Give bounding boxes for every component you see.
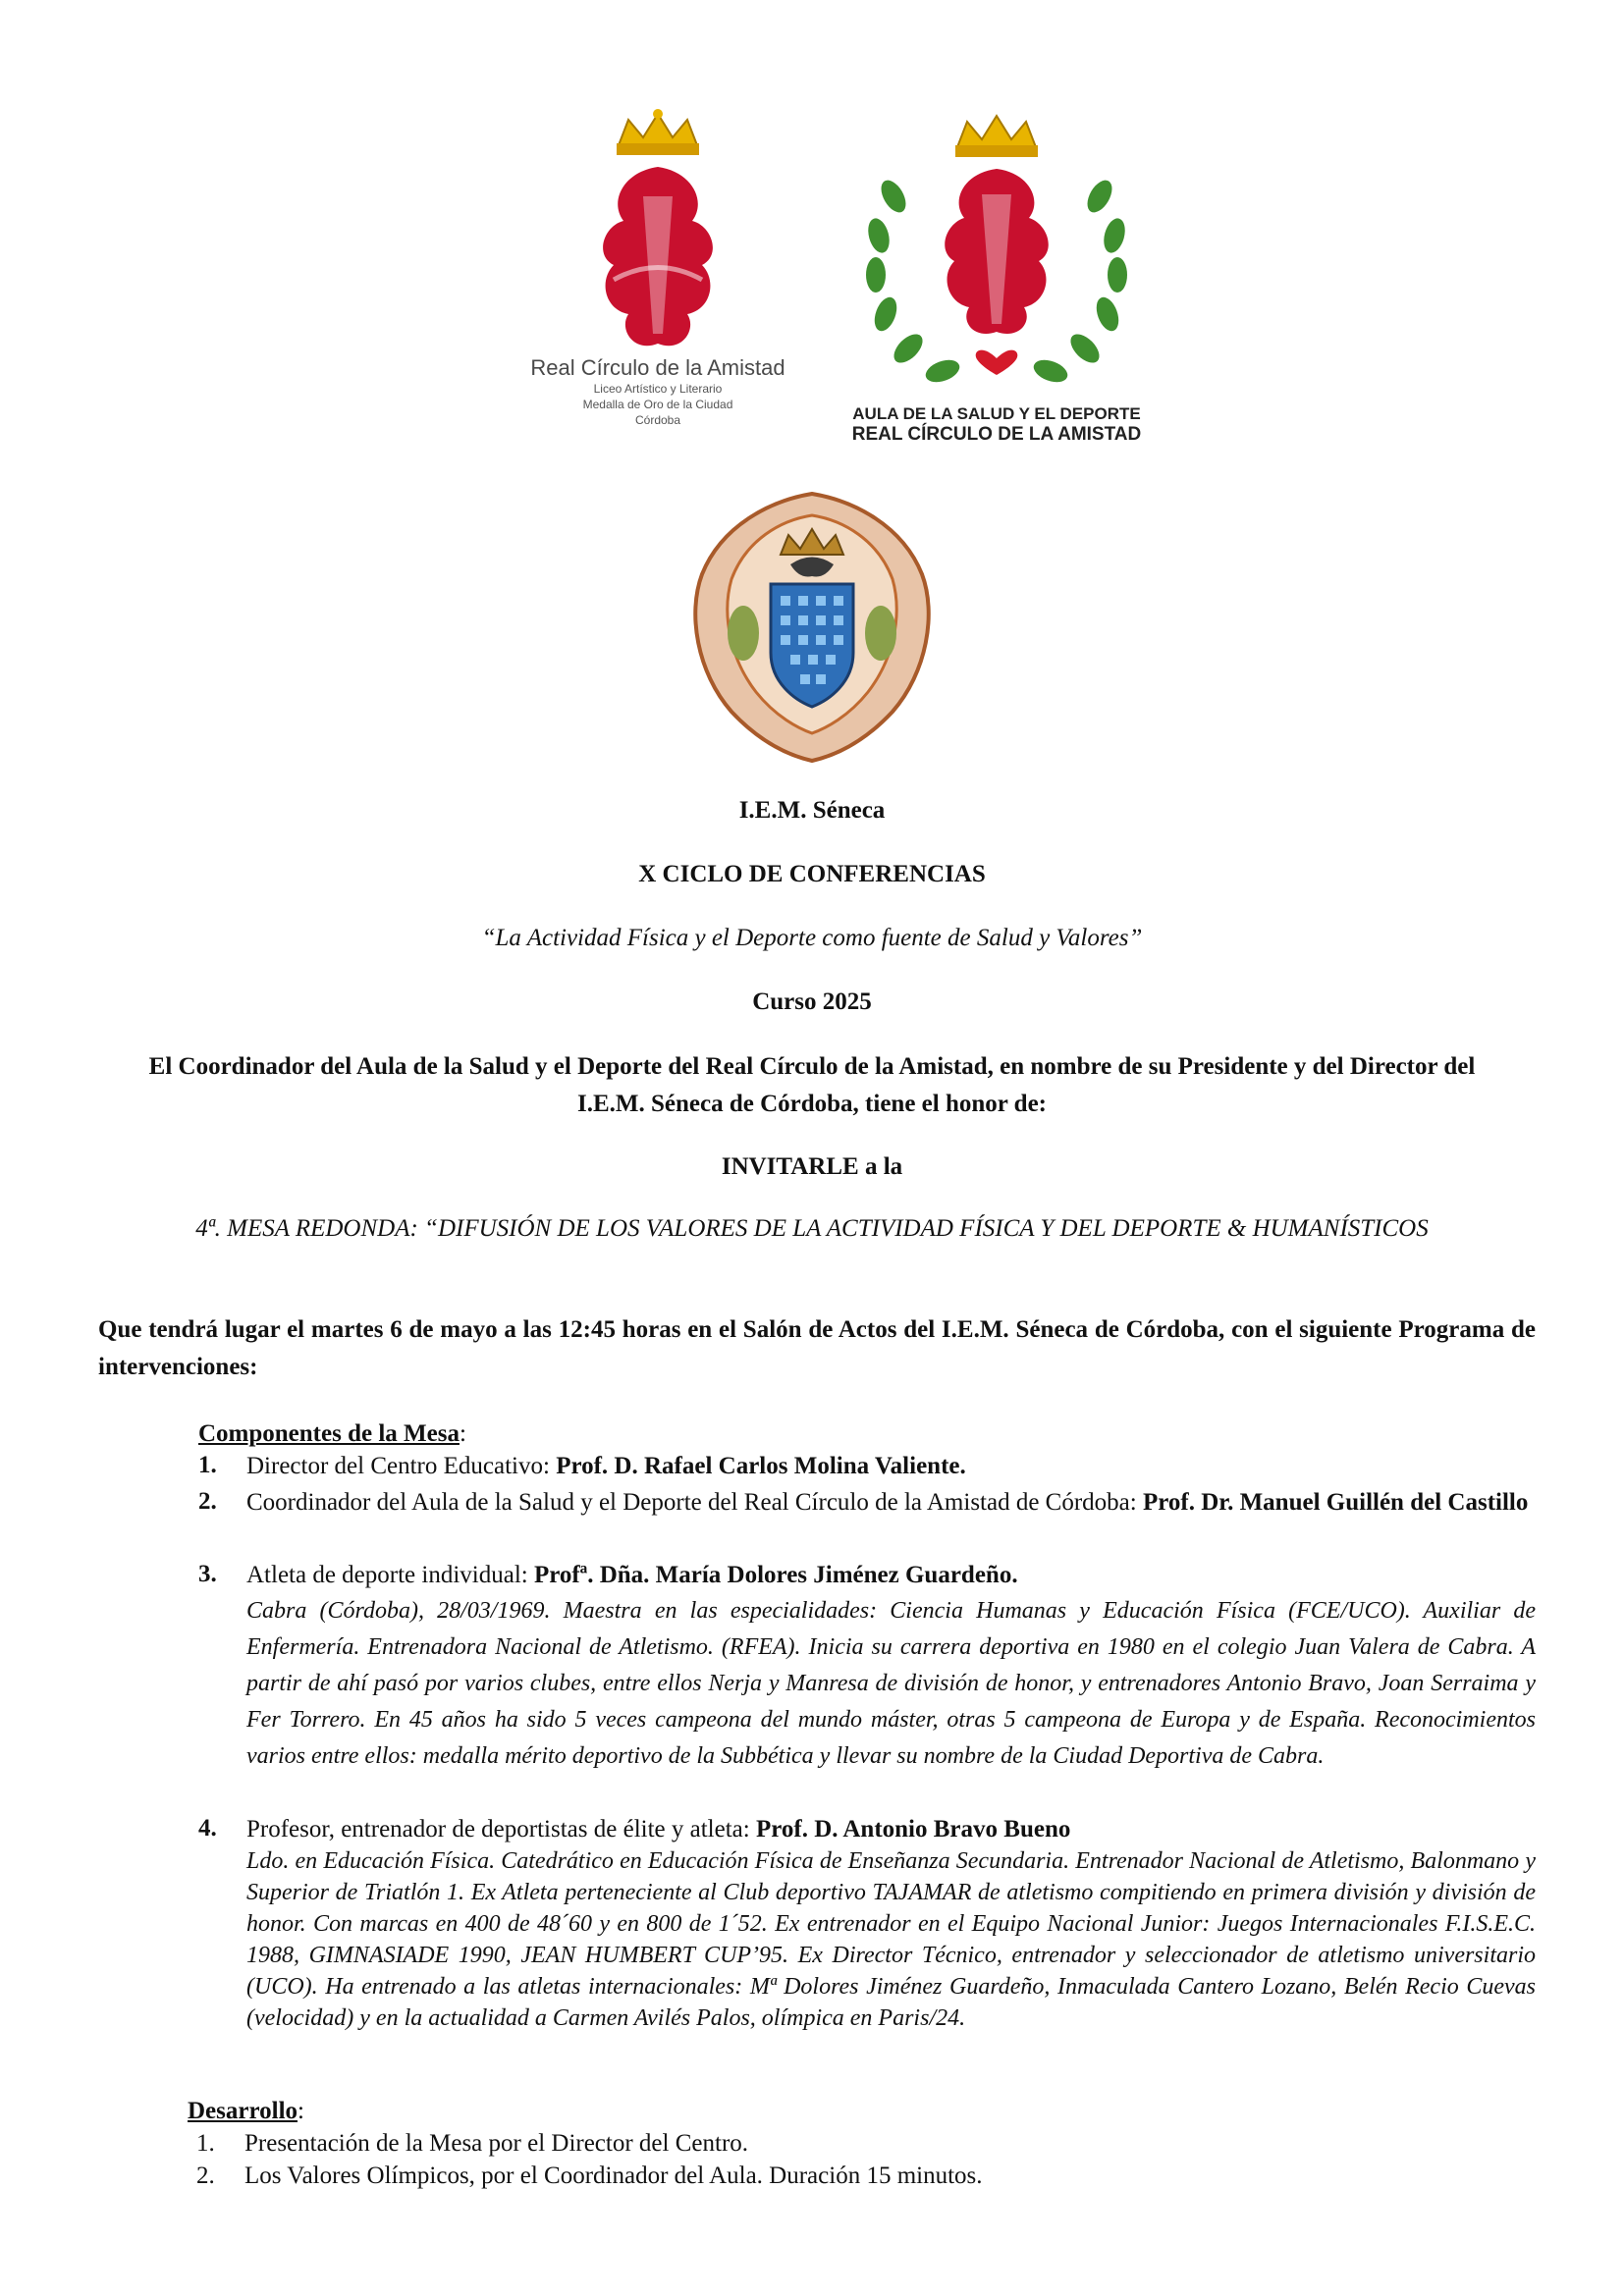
round-table-title: 4ª. MESA REDONDA: “DIFUSIÓN DE LOS VALORES DE LA ACTIVIDAD FÍSICA Y DEL DEPORTE & HUMANÍSTICOS [195, 1215, 1429, 1242]
component-role: Coordinador del Aula de la Salud y el Deporte del Real Círculo de la Amistad de Córdoba: [246, 1489, 1143, 1516]
caption-line: AULA DE LA SALUD Y EL DEPORTE [852, 404, 1141, 423]
component-role: Profesor, entrenador de deportistas de élite y atleta: [246, 1816, 756, 1842]
components-heading-wrap [198, 1415, 787, 1452]
component-role: Director del Centro Educativo: [246, 1453, 557, 1479]
school-name: I.E.M. Séneca [738, 797, 886, 824]
component-role: Atleta de deporte individual: [246, 1562, 534, 1588]
component-4-bio: Ldo. en Educación Física. Catedrático en Educación Física de Enseñanza Secundaria. Entrenador Nacional de Atletismo, Balonmano y Superior de Triatlón 1. Ex Atleta perteneciente al Club deportivo TAJAMAR de atletismo compitiendo en primera división y división de honor. Con marcas en 400 de 48´60 y en 800 de 1´52. Ex entrenador en el Equipo Nacional Junior: Juegos Internacionales F.I.S.E.C. 1988, GIMNASIADE 1990, JEAN HUMBERT CUP’95. Ex Director Técnico, entrenador y seleccionador de atletismo universitario (UCO). Ha entrenado a las atletas internacionales: Mª Dolores Jiménez Guardeño, Inmaculada Cantero Lozano, Belén Recio Cuevas (velocidad) y en la actualidad a Carmen Avilés Palos, olímpica en Paris/24. [246, 1848, 1536, 2031]
monogram-icon [603, 167, 713, 346]
crown-icon [955, 116, 1038, 157]
caption-line: Liceo Artístico y Literario [593, 382, 723, 396]
components-colon: : [459, 1420, 466, 1447]
caption-title: Real Círculo de la Amistad [530, 355, 785, 380]
event-place: Que tendrá lugar el martes 6 de mayo a las 12:45 horas en el Salón de Actos del I.E.M. Séneca de Córdoba, con el siguiente Programa de intervenciones: [98, 1316, 1536, 1380]
development-number: 1. [196, 2130, 215, 2157]
component-item-1 [246, 1448, 1536, 1484]
development-item-1: Presentación de la Mesa por el Director del Centro. [244, 2130, 749, 2157]
component-3-bio: Cabra (Córdoba), 28/03/1969. Maestra en las especialidades: Ciencia Humanas y Educación Física (FCE/UCO). Auxiliar de Enfermería. Entrenadora Nacional de Atletismo. (RFEA). Inicia su carrera deportiva en 1980 en el colegio Juan Valera de Cabra. A partir de ahí pasó por varios clubes, entre ellos Nerja y Manresa de división de honor, y entrenadores Antonio Bravo, Joan Serraima y Fer Torrero. En 45 años ha sido 5 veces campeona del mundo máster, otras 5 campeona de Europa y de España. Reconocimientos varios entre ellos: medalla mérito deportivo de la Subbética y llevar su nombre de la Ciudad Deportiva de Cabra. [246, 1598, 1536, 1769]
component-item-4 [246, 1811, 1536, 1847]
real-circulo-caption [506, 355, 810, 428]
components-heading: Componentes de la Mesa [198, 1420, 460, 1447]
course: Curso 2025 [752, 988, 872, 1015]
monogram-icon [945, 169, 1049, 334]
invite-line: INVITARLE a la [721, 1153, 903, 1180]
component-name: Prof. D. Antonio Bravo Bueno [755, 1816, 1071, 1842]
item-number: 2. [198, 1488, 217, 1515]
item-number: 4. [198, 1815, 217, 1842]
development-number: 2. [196, 2163, 215, 2189]
development-heading: Desarrollo [188, 2098, 298, 2124]
aula-salud-caption [835, 404, 1159, 446]
item-number: 3. [198, 1561, 217, 1587]
component-name: Profª. Dña. María Dolores Jiménez Guardeño. [533, 1562, 1018, 1588]
caption-line: REAL CÍRCULO DE LA AMISTAD [851, 424, 1142, 445]
caption-line: Córdoba [634, 413, 681, 427]
seneca-coat-of-arms [682, 486, 943, 766]
caption-line: Medalla de Oro de la Ciudad [582, 398, 733, 411]
component-item-3 [246, 1557, 1536, 1593]
intro-paragraph: El Coordinador del Aula de la Salud y el Deporte del Real Círculo de la Amistad, en nombre de su Presidente y del Director del I.E.M. Séneca de Córdoba, tiene el honor de: [148, 1053, 1476, 1117]
cycle-title: X CICLO DE CONFERENCIAS [638, 861, 986, 887]
crown-icon [617, 109, 699, 155]
development-colon: : [298, 2098, 304, 2124]
development-item-2: Los Valores Olímpicos, por el Coordinador del Aula. Duración 15 minutos. [244, 2163, 983, 2189]
component-name: Prof. Dr. Manuel Guillén del Castillo [1142, 1489, 1529, 1516]
component-item-2 [246, 1484, 1536, 1521]
motto: “La Actividad Física y el Deporte como fuente de Salud y Valores” [481, 925, 1143, 951]
component-name: Prof. D. Rafael Carlos Molina Valiente. [556, 1453, 966, 1479]
item-number: 1. [198, 1452, 217, 1478]
development-heading-wrap [188, 2093, 777, 2129]
heart-icon [976, 350, 1018, 375]
blue-shield-icon [771, 584, 853, 707]
